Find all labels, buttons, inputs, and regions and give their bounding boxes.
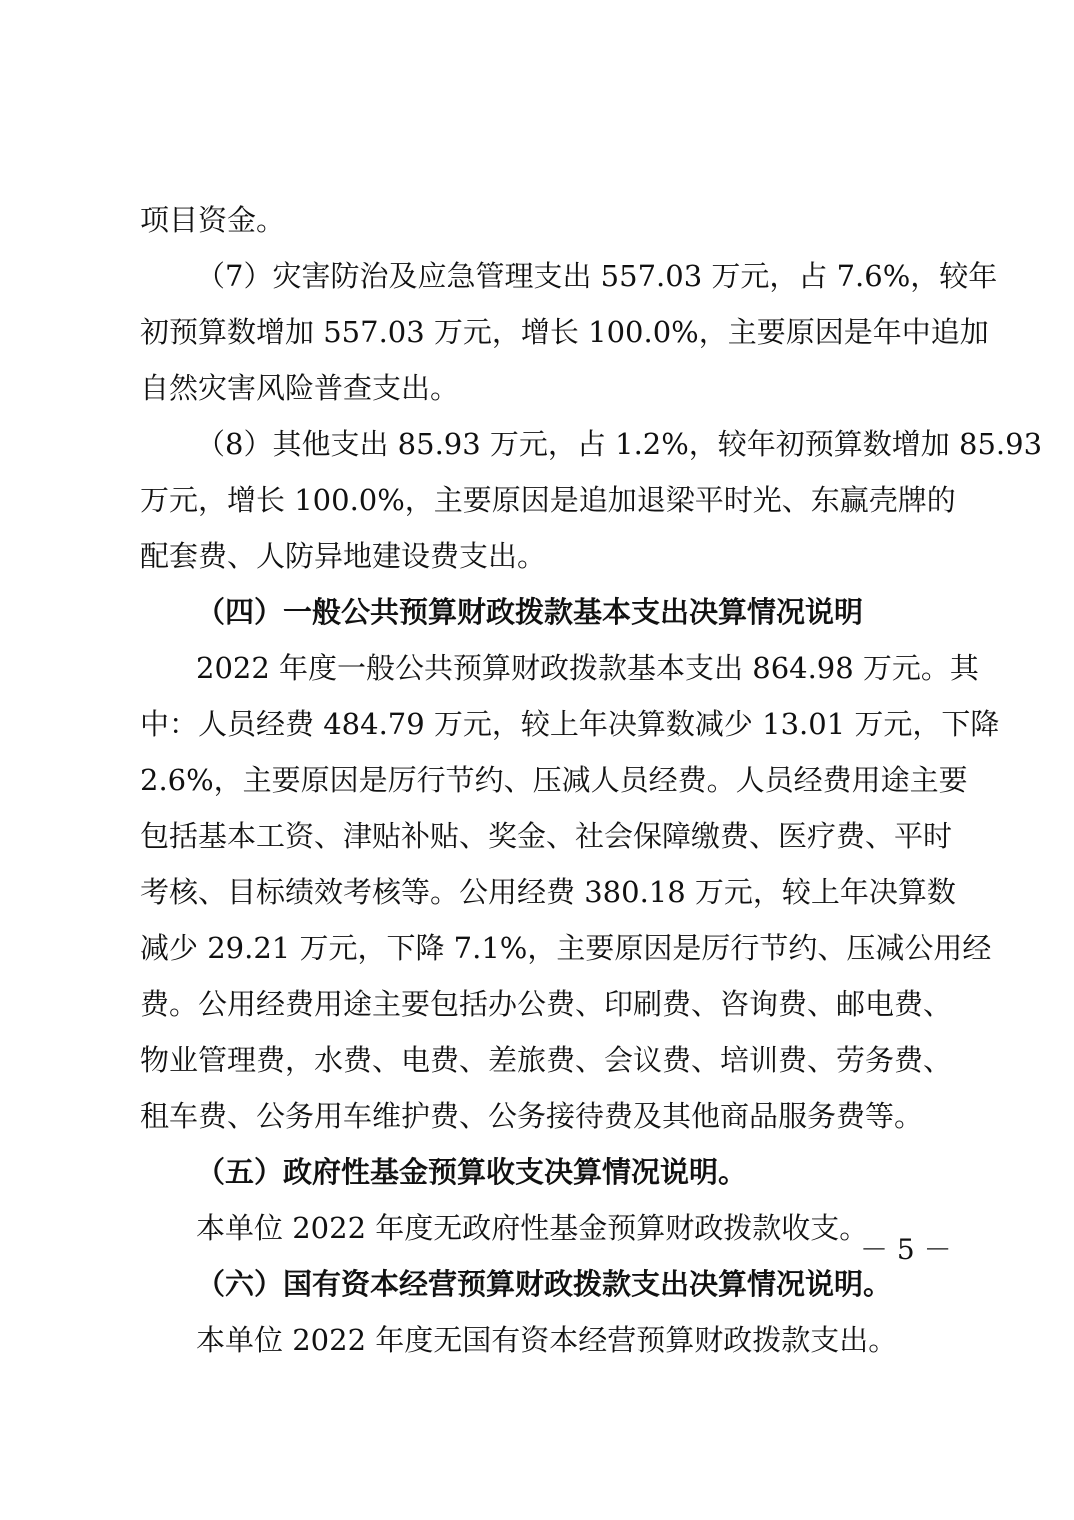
paragraph-line: 配套费、人防异地建设费支出。 bbox=[140, 539, 547, 573]
paragraph-line: 自然灾害风险普查支出。 bbox=[140, 371, 460, 405]
paragraph-line: 本单位 2022 年度无国有资本经营预算财政拨款支出。 bbox=[196, 1323, 898, 1357]
paragraph-line: 项目资金。 bbox=[140, 203, 286, 237]
paragraph-line: 费。公用经费用途主要包括办公费、印刷费、咨询费、邮电费、 bbox=[140, 987, 953, 1021]
section-heading: （五）政府性基金预算收支决算情况说明。 bbox=[196, 1155, 748, 1189]
paragraph-line: 考核、目标绩效考核等。公用经费 380.18 万元，较上年决算数 bbox=[140, 875, 956, 909]
paragraph-line: 初预算数增加 557.03 万元，增长 100.0%，主要原因是年中追加 bbox=[140, 315, 989, 349]
paragraph-line: 本单位 2022 年度无政府性基金预算财政拨款收支。 bbox=[196, 1211, 869, 1245]
section-heading: （四）一般公共预算财政拨款基本支出决算情况说明 bbox=[196, 595, 864, 629]
paragraph-line: （8）其他支出 85.93 万元，占 1.2%，较年初预算数增加 85.93 bbox=[196, 427, 1043, 461]
paragraph-line: （7）灾害防治及应急管理支出 557.03 万元，占 7.6%，较年 bbox=[196, 259, 998, 293]
paragraph-line: 2.6%，主要原因是厉行节约、压减人员经费。人员经费用途主要 bbox=[140, 763, 968, 797]
paragraph-line: 物业管理费，水费、电费、差旅费、会议费、培训费、劳务费、 bbox=[140, 1043, 953, 1077]
paragraph-line: 中：人员经费 484.79 万元，较上年决算数减少 13.01 万元，下降 bbox=[140, 707, 1000, 741]
paragraph-line: 包括基本工资、津贴补贴、奖金、社会保障缴费、医疗费、平时 bbox=[140, 819, 953, 853]
paragraph-line: 2022 年度一般公共预算财政拨款基本支出 864.98 万元。其 bbox=[196, 651, 979, 685]
page-number: － 5 － bbox=[860, 1233, 952, 1266]
paragraph-line: 租车费、公务用车维护费、公务接待费及其他商品服务费等。 bbox=[140, 1099, 924, 1133]
paragraph-line: 减少 29.21 万元，下降 7.1%，主要原因是厉行节约、压减公用经 bbox=[140, 931, 992, 965]
section-heading: （六）国有资本经营预算财政拨款支出决算情况说明。 bbox=[196, 1267, 893, 1301]
paragraph-line: 万元，增长 100.0%，主要原因是追加退梁平时光、东赢壳牌的 bbox=[140, 483, 956, 517]
